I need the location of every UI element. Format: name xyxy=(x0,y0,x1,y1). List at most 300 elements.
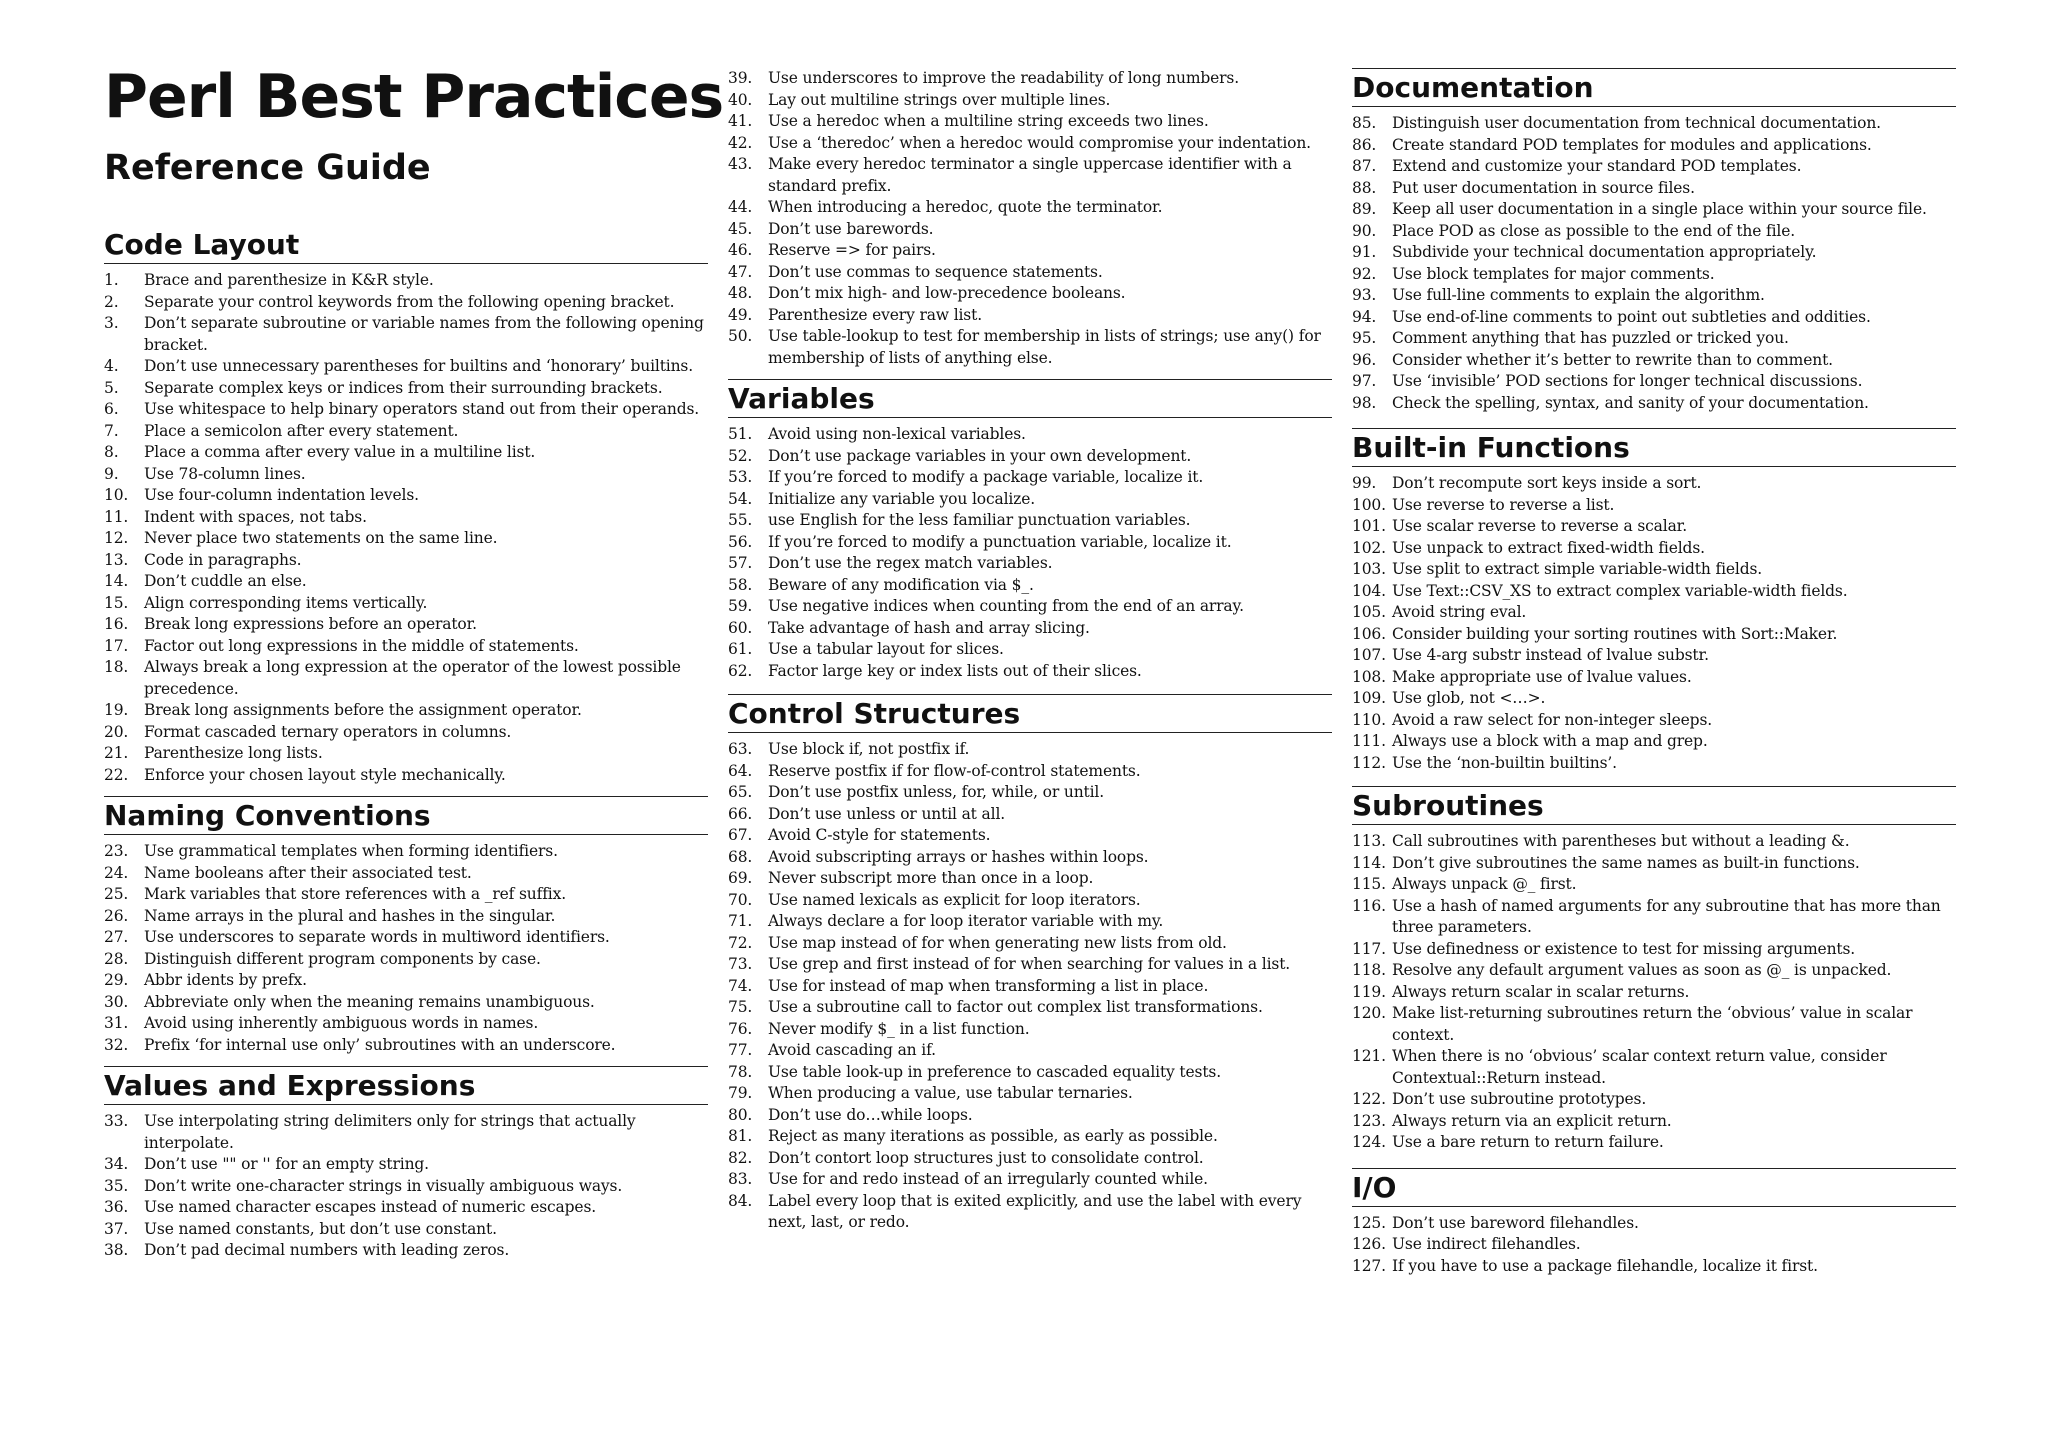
item-text: Don’t use bareword filehandles. xyxy=(1392,1213,1639,1232)
item-number: 122. xyxy=(1352,1090,1386,1108)
item-text: Make appropriate use of lvalue values. xyxy=(1392,667,1692,686)
page-subtitle: Reference Guide xyxy=(104,148,431,188)
list-item xyxy=(1352,199,1956,221)
item-text: Use named constants, but don’t use constant. xyxy=(144,1219,497,1238)
list-item xyxy=(104,906,708,928)
section-heading: Variables xyxy=(728,382,1332,418)
item-text: Always unpack @_ first. xyxy=(1392,875,1577,893)
item-text: Consider building your sorting routines with Sort::Maker. xyxy=(1392,624,1838,643)
item-number: 43. xyxy=(728,155,753,173)
item-text: Indent with spaces, not tabs. xyxy=(144,507,367,526)
list-item xyxy=(1352,1111,1956,1133)
item-text: Lay out multiline strings over multiple lines. xyxy=(768,90,1111,109)
item-number: 83. xyxy=(728,1170,753,1188)
item-number: 108. xyxy=(1352,667,1386,686)
list-item xyxy=(728,739,1332,761)
item-text: Don’t separate subroutine or variable names from the following opening bracket. xyxy=(144,314,704,354)
item-text: Don’t use postfix unless, for, while, or until. xyxy=(768,783,1104,801)
item-text: Use table-lookup to test for membership in lists of strings; use any() for membership of lists of anything else. xyxy=(768,327,1321,367)
list-item xyxy=(728,1105,1332,1127)
item-text: Use map instead of for when generating new lists from old. xyxy=(768,933,1227,952)
item-number: 105. xyxy=(1352,603,1386,621)
item-number: 117. xyxy=(1352,939,1386,958)
item-text: Call subroutines with parentheses but without a leading &. xyxy=(1392,832,1850,850)
list-item xyxy=(728,68,1332,90)
list-item xyxy=(1352,371,1956,393)
item-text: Use four-column indentation levels. xyxy=(144,486,419,504)
list-item xyxy=(728,424,1332,446)
item-number: 27. xyxy=(104,928,129,946)
item-number: 47. xyxy=(728,262,753,281)
item-number: 127. xyxy=(1352,1256,1386,1275)
list-item xyxy=(1352,896,1956,939)
list-item xyxy=(728,90,1332,112)
item-text: When producing a value, use tabular ternaries. xyxy=(768,1084,1133,1102)
list-item xyxy=(728,219,1332,241)
item-text: Beware of any modification via $_. xyxy=(768,575,1034,594)
list-item xyxy=(1352,602,1956,624)
item-number: 59. xyxy=(728,597,753,615)
list-item xyxy=(728,596,1332,618)
list-item xyxy=(104,571,708,593)
section-heading: Code Layout xyxy=(104,228,708,264)
item-number: 96. xyxy=(1352,350,1377,369)
list-item xyxy=(104,507,708,529)
list-item xyxy=(1352,1213,1956,1235)
item-text: Use a subroutine call to factor out complex list transformations. xyxy=(768,998,1263,1016)
list-item xyxy=(728,976,1332,998)
list-item xyxy=(728,1191,1332,1234)
list-item xyxy=(104,765,708,787)
list-item xyxy=(1352,939,1956,961)
item-text: Initialize any variable you localize. xyxy=(768,489,1036,508)
list-item xyxy=(104,927,708,949)
list-item xyxy=(104,841,708,863)
item-text: Use named lexicals as explicit for loop iterators. xyxy=(768,890,1141,909)
item-text: Parenthesize every raw list. xyxy=(768,305,982,324)
item-text: Consider whether it’s better to rewrite than to comment. xyxy=(1392,350,1833,369)
practice-list xyxy=(728,68,1332,369)
item-number: 114. xyxy=(1352,853,1386,872)
list-item xyxy=(104,863,708,885)
list-item xyxy=(104,884,708,906)
item-number: 68. xyxy=(728,847,753,866)
item-text: Place POD as close as possible to the end of the file. xyxy=(1392,221,1796,240)
list-item xyxy=(1352,753,1956,775)
item-number: 26. xyxy=(104,906,129,925)
item-number: 30. xyxy=(104,992,129,1011)
item-number: 9. xyxy=(104,464,119,483)
list-item xyxy=(1352,710,1956,732)
item-text: Abbreviate only when the meaning remains unambiguous. xyxy=(144,992,595,1011)
column-2 xyxy=(728,68,1332,1234)
item-number: 111. xyxy=(1352,732,1386,750)
list-item xyxy=(728,618,1332,640)
list-item xyxy=(728,283,1332,305)
item-number: 50. xyxy=(728,327,753,345)
section-heading: Control Structures xyxy=(728,697,1332,733)
item-text: Don’t recompute sort keys inside a sort. xyxy=(1392,474,1702,492)
item-text: Use whitespace to help binary operators stand out from their operands. xyxy=(144,400,700,418)
list-item xyxy=(728,305,1332,327)
list-item xyxy=(728,890,1332,912)
item-number: 104. xyxy=(1352,581,1386,600)
item-text: If you have to use a package filehandle, localize it first. xyxy=(1392,1256,1818,1275)
item-text: Use block templates for major comments. xyxy=(1392,264,1715,283)
item-text: Create standard POD templates for modules and applications. xyxy=(1392,135,1872,154)
item-text: Don’t cuddle an else. xyxy=(144,572,307,590)
list-item xyxy=(728,1126,1332,1148)
item-text: Use negative indices when counting from the end of an array. xyxy=(768,597,1244,615)
item-text: Factor out long expressions in the middle of statements. xyxy=(144,636,579,655)
item-number: 123. xyxy=(1352,1111,1386,1130)
list-item xyxy=(1352,982,1956,1004)
item-text: Don’t use barewords. xyxy=(768,219,934,238)
item-number: 91. xyxy=(1352,243,1377,261)
item-text: If you’re forced to modify a punctuation variable, localize it. xyxy=(768,532,1232,551)
item-text: Name booleans after their associated test. xyxy=(144,863,472,882)
item-number: 37. xyxy=(104,1219,129,1238)
section-heading: I/O xyxy=(1352,1171,1956,1207)
item-text: Put user documentation in source files. xyxy=(1392,178,1695,197)
list-item xyxy=(1352,516,1956,538)
item-number: 101. xyxy=(1352,517,1386,535)
item-text: Mark variables that store references with a _ref suffix. xyxy=(144,885,566,903)
item-text: Don’t use the regex match variables. xyxy=(768,554,1053,572)
list-item xyxy=(728,111,1332,133)
list-item xyxy=(728,825,1332,847)
item-number: 61. xyxy=(728,640,753,658)
list-item xyxy=(104,657,708,700)
item-number: 62. xyxy=(728,661,753,680)
practice-list xyxy=(104,841,708,1056)
item-text: Don’t use do…while loops. xyxy=(768,1105,973,1124)
list-item xyxy=(728,553,1332,575)
list-item xyxy=(104,1219,708,1241)
item-text: use English for the less familiar punctuation variables. xyxy=(768,511,1191,529)
item-number: 116. xyxy=(1352,896,1386,915)
item-number: 56. xyxy=(728,532,753,551)
list-item xyxy=(728,1040,1332,1062)
item-number: 35. xyxy=(104,1176,129,1195)
item-text: Always return via an explicit return. xyxy=(1392,1111,1672,1130)
list-item xyxy=(728,868,1332,890)
item-number: 115. xyxy=(1352,875,1386,893)
item-text: Always declare a for loop iterator variable with my. xyxy=(768,912,1164,930)
item-number: 48. xyxy=(728,284,753,302)
item-number: 13. xyxy=(104,550,129,569)
list-item xyxy=(104,949,708,971)
item-text: Use for instead of map when transforming a list in place. xyxy=(768,976,1209,995)
item-text: Break long expressions before an operator. xyxy=(144,615,477,633)
item-number: 90. xyxy=(1352,221,1377,240)
item-text: Avoid using inherently ambiguous words in names. xyxy=(144,1014,539,1032)
list-item xyxy=(728,782,1332,804)
item-number: 126. xyxy=(1352,1235,1386,1253)
item-text: Use Text::CSV_XS to extract complex variable-width fields. xyxy=(1392,581,1848,600)
item-number: 69. xyxy=(728,869,753,887)
item-number: 16. xyxy=(104,615,129,633)
item-number: 74. xyxy=(728,976,753,995)
item-number: 17. xyxy=(104,636,129,655)
list-item xyxy=(104,399,708,421)
item-text: Use for and redo instead of an irregularly counted while. xyxy=(768,1170,1208,1188)
section-heading: Naming Conventions xyxy=(104,799,708,835)
list-item xyxy=(1352,178,1956,200)
item-text: Place a comma after every value in a multiline list. xyxy=(144,443,536,461)
item-number: 42. xyxy=(728,133,753,152)
item-number: 95. xyxy=(1352,329,1377,347)
list-item xyxy=(1352,581,1956,603)
list-item xyxy=(728,575,1332,597)
practice-list xyxy=(104,270,708,786)
item-number: 20. xyxy=(104,722,129,741)
list-item xyxy=(1352,731,1956,753)
list-item xyxy=(104,313,708,356)
list-item xyxy=(1352,264,1956,286)
item-text: Separate your control keywords from the following opening bracket. xyxy=(144,292,675,311)
list-item xyxy=(728,326,1332,369)
list-item xyxy=(728,467,1332,489)
column-1 xyxy=(104,0,724,1262)
item-text: Place a semicolon after every statement. xyxy=(144,421,459,440)
item-number: 46. xyxy=(728,241,753,259)
list-item xyxy=(104,442,708,464)
section-heading: Subroutines xyxy=(1352,789,1956,825)
item-number: 4. xyxy=(104,357,119,375)
item-text: Resolve any default argument values as soon as @_ is unpacked. xyxy=(1392,961,1892,979)
list-item xyxy=(1352,1132,1956,1154)
item-number: 22. xyxy=(104,765,129,784)
list-item xyxy=(1352,242,1956,264)
item-number: 52. xyxy=(728,446,753,465)
item-number: 118. xyxy=(1352,961,1386,979)
list-item xyxy=(1352,328,1956,350)
item-text: Use the ‘non-builtin builtins’. xyxy=(1392,753,1617,772)
item-text: Use a tabular layout for slices. xyxy=(768,640,1004,658)
list-item xyxy=(728,1062,1332,1084)
list-item xyxy=(104,1197,708,1219)
item-number: 58. xyxy=(728,575,753,594)
item-number: 82. xyxy=(728,1148,753,1167)
list-item xyxy=(1352,1256,1956,1278)
list-item xyxy=(1352,559,1956,581)
list-item xyxy=(1352,1003,1956,1046)
list-item xyxy=(104,292,708,314)
item-number: 70. xyxy=(728,890,753,909)
item-number: 106. xyxy=(1352,624,1386,643)
list-item xyxy=(728,804,1332,826)
list-item xyxy=(728,639,1332,661)
item-number: 63. xyxy=(728,740,753,758)
item-text: Reject as many iterations as possible, as early as possible. xyxy=(768,1127,1218,1145)
item-number: 8. xyxy=(104,443,119,461)
section xyxy=(728,68,1332,369)
item-number: 41. xyxy=(728,112,753,130)
item-text: Don’t use unless or until at all. xyxy=(768,804,1006,823)
item-text: When introducing a heredoc, quote the terminator. xyxy=(768,198,1163,216)
item-text: Use scalar reverse to reverse a scalar. xyxy=(1392,517,1687,535)
item-text: Always break a long expression at the operator of the lowest possible precedence. xyxy=(144,658,681,698)
list-item xyxy=(728,1083,1332,1105)
item-text: Use 4-arg substr instead of lvalue substr. xyxy=(1392,646,1709,664)
list-item xyxy=(728,911,1332,933)
item-number: 23. xyxy=(104,842,129,860)
list-item xyxy=(1352,495,1956,517)
item-number: 19. xyxy=(104,701,129,719)
item-number: 51. xyxy=(728,425,753,443)
item-number: 113. xyxy=(1352,832,1386,850)
item-text: Check the spelling, syntax, and sanity of your documentation. xyxy=(1392,393,1869,412)
item-number: 72. xyxy=(728,933,753,952)
list-item xyxy=(104,1111,708,1154)
item-number: 121. xyxy=(1352,1047,1386,1065)
item-text: Don’t give subroutines the same names as built-in functions. xyxy=(1392,853,1860,872)
item-number: 98. xyxy=(1352,393,1377,412)
item-text: Prefix ‘for internal use only’ subroutines with an underscore. xyxy=(144,1035,616,1054)
list-item xyxy=(728,954,1332,976)
item-number: 73. xyxy=(728,955,753,973)
item-number: 85. xyxy=(1352,114,1377,132)
item-text: Use split to extract simple variable-width fields. xyxy=(1392,560,1763,578)
list-item xyxy=(1352,221,1956,243)
item-text: Never subscript more than once in a loop. xyxy=(768,869,1094,887)
item-text: Don’t use package variables in your own development. xyxy=(768,446,1192,465)
list-item xyxy=(1352,285,1956,307)
item-number: 76. xyxy=(728,1019,753,1038)
item-text: Use full-line comments to explain the algorithm. xyxy=(1392,286,1765,304)
item-text: Use grep and first instead of for when searching for values in a list. xyxy=(768,955,1291,973)
item-text: Never place two statements on the same line. xyxy=(144,529,498,547)
practice-list xyxy=(1352,1213,1956,1278)
item-text: Label every loop that is exited explicitly, and use the label with every next, last, or redo. xyxy=(768,1191,1302,1231)
item-text: Use underscores to separate words in multiword identifiers. xyxy=(144,928,610,946)
item-text: Avoid using non-lexical variables. xyxy=(768,425,1026,443)
list-item xyxy=(104,636,708,658)
list-item xyxy=(1352,350,1956,372)
item-text: Use named character escapes instead of numeric escapes. xyxy=(144,1198,597,1216)
list-item xyxy=(104,593,708,615)
list-item xyxy=(728,240,1332,262)
list-item xyxy=(728,262,1332,284)
item-text: Use underscores to improve the readability of long numbers. xyxy=(768,69,1239,87)
item-text: Break long assignments before the assignment operator. xyxy=(144,701,582,719)
list-item xyxy=(1352,135,1956,157)
list-item xyxy=(1352,307,1956,329)
list-item xyxy=(104,1176,708,1198)
item-number: 75. xyxy=(728,998,753,1016)
list-item xyxy=(728,446,1332,468)
list-item xyxy=(1352,688,1956,710)
item-number: 80. xyxy=(728,1105,753,1124)
item-text: Use ‘invisible’ POD sections for longer technical discussions. xyxy=(1392,372,1863,390)
list-item xyxy=(728,532,1332,554)
item-text: Separate complex keys or indices from their surrounding brackets. xyxy=(144,378,663,397)
item-text: Use a hash of named arguments for any subroutine that has more than three parameters. xyxy=(1392,896,1941,936)
item-text: Brace and parenthesize in K&R style. xyxy=(144,271,434,289)
item-number: 71. xyxy=(728,912,753,930)
item-number: 110. xyxy=(1352,710,1386,729)
list-item xyxy=(1352,667,1956,689)
list-item xyxy=(1352,156,1956,178)
section-heading: Built-in Functions xyxy=(1352,431,1956,467)
list-item xyxy=(104,970,708,992)
list-item xyxy=(104,378,708,400)
list-item xyxy=(728,133,1332,155)
item-text: Avoid a raw select for non-integer sleeps. xyxy=(1392,710,1713,729)
list-item xyxy=(1352,473,1956,495)
item-number: 125. xyxy=(1352,1213,1386,1232)
section-heading: Documentation xyxy=(1352,71,1956,107)
item-text: Name arrays in the plural and hashes in the singular. xyxy=(144,906,556,925)
item-number: 87. xyxy=(1352,157,1377,175)
item-text: Avoid cascading an if. xyxy=(768,1041,936,1059)
item-number: 18. xyxy=(104,658,129,676)
list-item xyxy=(728,1148,1332,1170)
item-text: Make every heredoc terminator a single uppercase identifier with a standard prefix. xyxy=(768,155,1292,195)
section xyxy=(104,228,708,786)
list-item xyxy=(104,700,708,722)
item-number: 93. xyxy=(1352,286,1377,304)
item-text: Use interpolating string delimiters only for strings that actually interpolate. xyxy=(144,1112,636,1152)
list-item xyxy=(1352,538,1956,560)
practice-list xyxy=(1352,113,1956,414)
item-number: 28. xyxy=(104,949,129,968)
list-item xyxy=(728,510,1332,532)
item-text: Always use a block with a map and grep. xyxy=(1392,732,1708,750)
item-text: Use a heredoc when a multiline string exceeds two lines. xyxy=(768,112,1209,130)
item-number: 107. xyxy=(1352,646,1386,664)
list-item xyxy=(104,270,708,292)
list-item xyxy=(728,761,1332,783)
item-number: 112. xyxy=(1352,753,1386,772)
item-number: 64. xyxy=(728,761,753,780)
item-text: Keep all user documentation in a single place within your source file. xyxy=(1392,200,1927,218)
item-number: 40. xyxy=(728,90,753,109)
item-text: Use block if, not postfix if. xyxy=(768,740,970,758)
section xyxy=(728,379,1332,682)
item-number: 25. xyxy=(104,885,129,903)
item-number: 66. xyxy=(728,804,753,823)
list-item xyxy=(104,1154,708,1176)
item-text: Don’t mix high- and low-precedence booleans. xyxy=(768,284,1126,302)
list-item xyxy=(728,661,1332,683)
list-item xyxy=(1352,113,1956,135)
item-number: 78. xyxy=(728,1062,753,1081)
list-item xyxy=(1352,1234,1956,1256)
item-number: 7. xyxy=(104,421,119,440)
item-number: 29. xyxy=(104,971,129,989)
item-number: 92. xyxy=(1352,264,1377,283)
list-item xyxy=(1352,1046,1956,1089)
item-number: 10. xyxy=(104,486,129,504)
item-text: Take advantage of hash and array slicing. xyxy=(768,618,1090,637)
list-item xyxy=(1352,831,1956,853)
item-number: 102. xyxy=(1352,538,1386,557)
section xyxy=(104,1066,708,1262)
item-text: Don’t pad decimal numbers with leading zeros. xyxy=(144,1241,510,1259)
item-number: 60. xyxy=(728,618,753,637)
item-number: 1. xyxy=(104,271,119,289)
item-number: 119. xyxy=(1352,982,1386,1001)
item-text: Don’t write one-character strings in visually ambiguous ways. xyxy=(144,1176,623,1195)
item-text: Abbr idents by prefx. xyxy=(144,971,307,989)
item-number: 109. xyxy=(1352,689,1386,707)
list-item xyxy=(728,197,1332,219)
list-item xyxy=(104,1035,708,1057)
list-item xyxy=(1352,1089,1956,1111)
list-item xyxy=(728,1019,1332,1041)
